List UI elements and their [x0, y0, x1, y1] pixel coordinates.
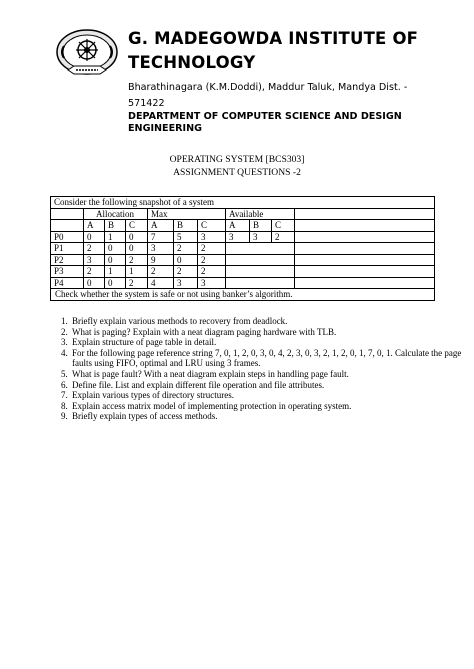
- allocation-a: 2: [84, 266, 105, 278]
- assignment-title: ASSIGNMENT QUESTIONS -2: [173, 167, 301, 178]
- max-b: 5: [174, 231, 198, 243]
- max-a: 7: [148, 231, 174, 243]
- list-item: 3. Explain structure of page table in detail.: [70, 337, 470, 348]
- group-available: Available: [226, 208, 295, 220]
- max-c: 2: [198, 254, 226, 266]
- max-a: 4: [148, 277, 174, 289]
- blank-cell: [226, 266, 295, 278]
- snapshot-question: Check whether the system is safe or not using banker’s algorithm.: [51, 289, 435, 301]
- allocation-a: 3: [84, 254, 105, 266]
- allocation-b: 0: [105, 254, 126, 266]
- snapshot-table: [50, 196, 435, 301]
- max-c: 2: [198, 243, 226, 255]
- available-a: 3: [226, 231, 250, 243]
- max-b: 2: [174, 243, 198, 255]
- table-row: [51, 231, 435, 243]
- allocation-c: 2: [126, 254, 148, 266]
- allocation-b: 0: [105, 243, 126, 255]
- col-header: B: [250, 220, 272, 232]
- allocation-b: 1: [105, 266, 126, 278]
- max-a: 2: [148, 266, 174, 278]
- list-item: 2. What is paging? Explain with a neat diagram paging hardware with TLB.: [70, 327, 470, 338]
- snapshot-intro: Consider the following snapshot of a system: [51, 197, 435, 209]
- allocation-b: 1: [105, 231, 126, 243]
- max-b: 2: [174, 266, 198, 278]
- list-item: 9. Briefly explain types of access methods.: [70, 411, 470, 422]
- snapshot-intro-row: [51, 197, 435, 209]
- allocation-a: 0: [84, 277, 105, 289]
- institute-logo-icon: [54, 26, 120, 80]
- blank-cell: [51, 220, 84, 232]
- institute-address: [128, 80, 428, 112]
- department-line2: ENGINEERING: [128, 123, 203, 134]
- blank-cell: [226, 243, 295, 255]
- max-a: 9: [148, 254, 174, 266]
- question-list: [53, 316, 470, 422]
- address-line2: 571422: [128, 98, 165, 109]
- blank-cell: [51, 208, 84, 220]
- max-c: 3: [198, 231, 226, 243]
- blank-cell: [295, 231, 435, 243]
- allocation-c: 2: [126, 277, 148, 289]
- blank-cell: [295, 243, 435, 255]
- institute-name-line2: TECHNOLOGY: [128, 53, 256, 72]
- table-row: [51, 277, 435, 289]
- table-row: [51, 243, 435, 255]
- blank-cell: [226, 254, 295, 266]
- max-c: 2: [198, 266, 226, 278]
- department-line1: DEPARTMENT OF COMPUTER SCIENCE AND DESIGN: [128, 111, 402, 122]
- process-id: P2: [51, 254, 84, 266]
- table-row: [51, 266, 435, 278]
- max-a: 3: [148, 243, 174, 255]
- list-item: 4. For the following page reference string 7, 0, 1, 2, 0, 3, 0, 4, 2, 3, 0, 3, 2, 1, 2, 0, 1, 7, 0, 1. Calculate the page faults using FIFO, optimal and LRU using 3 frames.: [70, 348, 470, 369]
- allocation-c: 0: [126, 231, 148, 243]
- col-header: C: [272, 220, 295, 232]
- col-header: A: [84, 220, 105, 232]
- list-item: 1. Briefly explain various methods to recovery from deadlock.: [70, 316, 470, 327]
- institute-name-line1: G. MADEGOWDA INSTITUTE OF: [128, 29, 419, 48]
- max-b: 3: [174, 277, 198, 289]
- table-row: [51, 254, 435, 266]
- col-header: C: [126, 220, 148, 232]
- col-header: A: [226, 220, 250, 232]
- blank-cell: [226, 277, 295, 289]
- max-b: 0: [174, 254, 198, 266]
- max-c: 3: [198, 277, 226, 289]
- list-item: 7. Explain various types of directory structures.: [70, 390, 470, 401]
- col-header: A: [148, 220, 174, 232]
- process-id: P0: [51, 231, 84, 243]
- blank-cell: [295, 266, 435, 278]
- available-b: 3: [250, 231, 272, 243]
- subject-title: OPERATING SYSTEM [BCS303]: [169, 154, 305, 165]
- allocation-a: 2: [84, 243, 105, 255]
- blank-cell: [295, 220, 435, 232]
- col-header: B: [105, 220, 126, 232]
- institute-name: [128, 27, 458, 75]
- available-c: 2: [272, 231, 295, 243]
- blank-cell: [295, 277, 435, 289]
- group-allocation: Allocation: [84, 208, 148, 220]
- snapshot-question-row: [51, 289, 435, 301]
- allocation-a: 0: [84, 231, 105, 243]
- process-id: P1: [51, 243, 84, 255]
- group-max: Max: [148, 208, 226, 220]
- allocation-b: 0: [105, 277, 126, 289]
- allocation-c: 0: [126, 243, 148, 255]
- address-line1: Bharathinagara (K.M.Doddi), Maddur Taluk, Mandya Dist. -: [128, 82, 408, 93]
- process-id: P3: [51, 266, 84, 278]
- list-item: 6. Define file. List and explain different file operation and file attributes.: [70, 380, 470, 391]
- group-header-row: [51, 208, 435, 220]
- list-item: 8. Explain access matrix model of implementing protection in operating system.: [70, 401, 470, 412]
- list-item: 5. What is page fault? With a neat diagram explain steps in handling page fault.: [70, 369, 470, 380]
- process-id: P4: [51, 277, 84, 289]
- col-header: B: [174, 220, 198, 232]
- column-header-row: [51, 220, 435, 232]
- col-header: C: [198, 220, 226, 232]
- blank-cell: [295, 208, 435, 220]
- allocation-c: 1: [126, 266, 148, 278]
- blank-cell: [295, 254, 435, 266]
- department-name: [128, 111, 428, 135]
